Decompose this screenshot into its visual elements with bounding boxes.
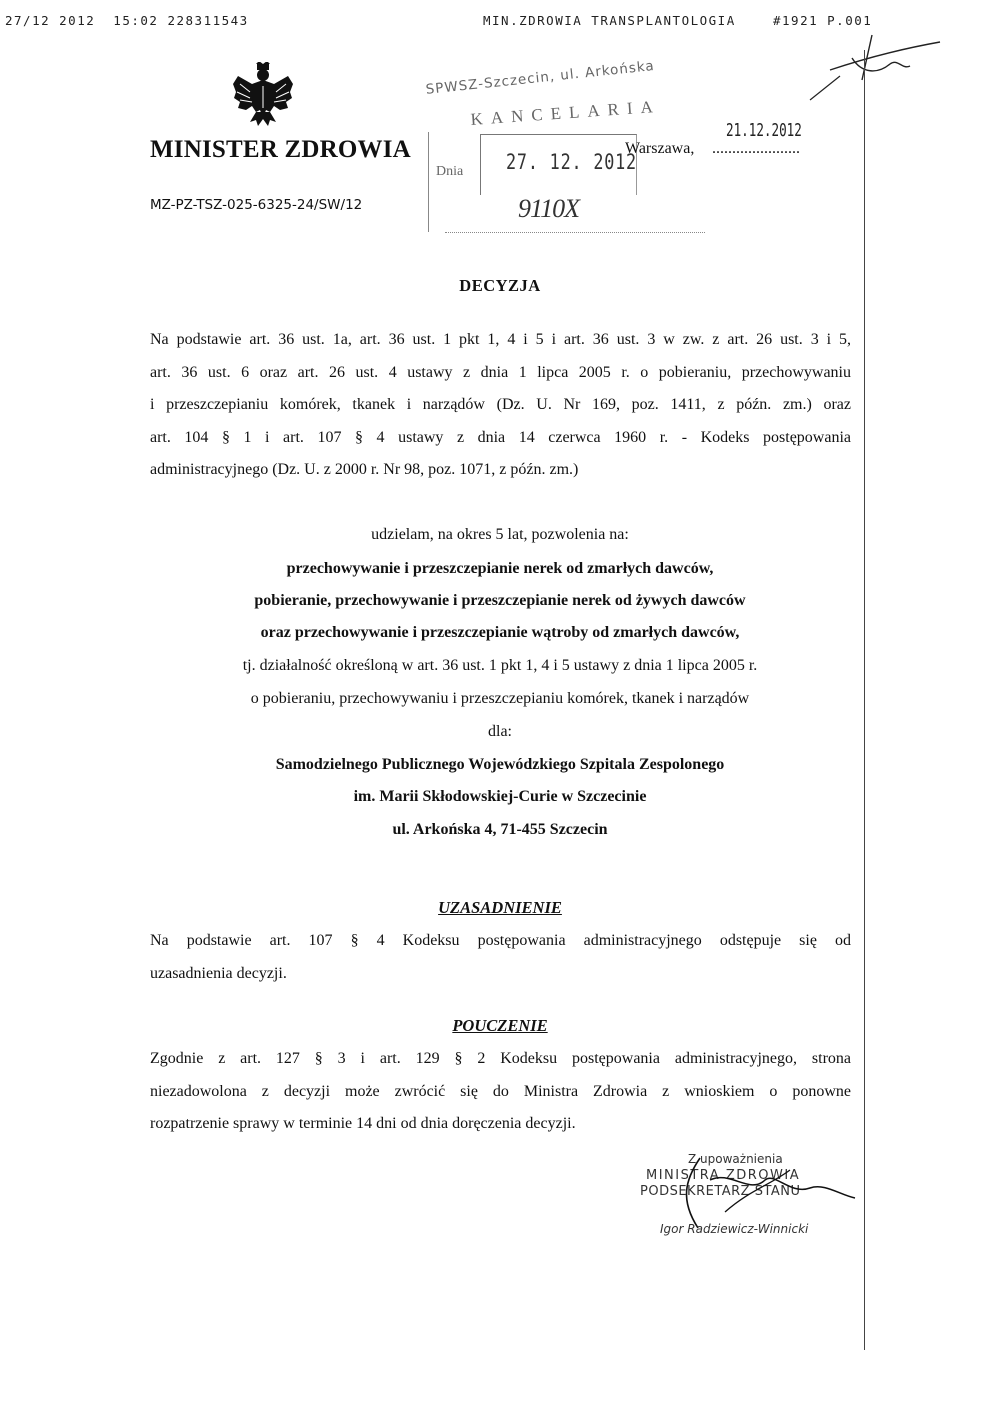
decision-for-label: dla: bbox=[488, 723, 512, 740]
reference-number: MZ-PZ-TSZ-025-6325-24/SW/12 bbox=[150, 197, 363, 213]
margin-line bbox=[864, 50, 865, 1350]
legal-basis-line: Na podstawie art. 36 ust. 1a, art. 36 ust. 1 pkt 1, 4 i 5 i art. 36 ust. 3 w zw. z art. 26 ust. 3 i 5, bbox=[150, 331, 851, 348]
legal-basis bbox=[150, 324, 851, 487]
decision-intro: udzielam, na okres 5 lat, pozwolenia na: bbox=[371, 526, 629, 543]
legal-basis-line: art. 104 § 1 i art. 107 § 4 ustawy z dnia 14 czerwca 1960 r. - Kodeks postępowania bbox=[150, 428, 851, 446]
decision-activity: przechowywanie i przeszczepianie nerek od zmarłych dawców, bbox=[286, 560, 714, 577]
eagle-emblem-icon bbox=[232, 62, 294, 128]
decision-activity: pobieranie, przechowywanie i przeszczepianie nerek od żywych dawców bbox=[254, 592, 746, 609]
stamp-institution: SPWSZ-Szczecin, ul. Arkońska bbox=[425, 57, 656, 98]
justification-line: Na podstawie art. 107 § 4 Kodeksu postępowania administracyjnego odstępuje się od bbox=[150, 932, 851, 949]
ministry-name: MINISTER ZDROWIA bbox=[150, 136, 411, 163]
stamp-received-date: 27. 12. 2012 bbox=[506, 150, 637, 174]
justification-text bbox=[150, 925, 851, 990]
stamp-bottom-line bbox=[445, 232, 705, 233]
fax-datetime: 27/12 2012 15:02 228311543 bbox=[5, 13, 249, 28]
document-title: DECYZJA bbox=[459, 276, 541, 295]
stamp-handwritten-number: 9110X bbox=[518, 194, 579, 223]
place-city: Warszawa, bbox=[625, 140, 695, 157]
fax-page: #1921 P.001 bbox=[773, 13, 873, 28]
decision-scope: tj. działalność określoną w art. 36 ust. 1 pkt 1, 4 i 5 ustawy z dnia 1 lipca 2005 r. bbox=[242, 657, 758, 674]
instruction-line: niezadowolona z decyzji może zwrócić się do Ministra Zdrowia z wnioskiem o ponowne bbox=[150, 1082, 851, 1100]
decision-activity: oraz przechowywanie i przeszczepianie wątroby od zmarłych dawców, bbox=[260, 624, 740, 641]
place-date-stamp: 21.12.2012 bbox=[726, 120, 802, 141]
stamp-registry: KANCELARIA bbox=[470, 96, 662, 129]
instruction-heading: POUCZENIE bbox=[452, 1016, 548, 1035]
legal-basis-line: administracyjnego (Dz. U. z 2000 r. Nr 98, poz. 1071, z późn. zm.) bbox=[150, 461, 579, 478]
justification-heading: UZASADNIENIE bbox=[438, 898, 562, 917]
place-date-dots: ...................... bbox=[712, 140, 800, 157]
stamp-left-border bbox=[428, 132, 429, 232]
recipient-line: Samodzielnego Publicznego Wojewódzkiego Szpitala Zespolonego bbox=[275, 756, 725, 773]
instruction-line: rozpatrzenie sprawy w terminie 14 dni od dnia doręczenia decyzji. bbox=[150, 1115, 576, 1132]
signature-ministry: MINISTRA ZDROWIA bbox=[646, 1168, 801, 1183]
signature-position: PODSEKRETARZ STANU bbox=[640, 1184, 801, 1199]
decision-scope: o pobieraniu, przechowywaniu i przeszczepianiu komórek, tkanek i narządów bbox=[250, 690, 750, 707]
signatory-name: Igor Radziewicz-Winnicki bbox=[660, 1222, 809, 1236]
instruction-line: Zgodnie z art. 127 § 3 i art. 129 § 2 Kodeksu postępowania administracyjnego, strona bbox=[150, 1050, 851, 1067]
legal-basis-line: i przeszczepianiu komórek, tkanek i narządów (Dz. U. Nr 169, poz. 1411, z późn. zm.) oraz bbox=[150, 396, 851, 413]
handwritten-initials bbox=[800, 30, 950, 105]
signature-authorization: Z upoważnienia bbox=[688, 1152, 783, 1166]
stamp-dnia-label: Dnia bbox=[436, 164, 464, 179]
instruction-text bbox=[150, 1043, 851, 1141]
legal-basis-line: art. 36 ust. 6 oraz art. 26 ust. 4 ustawy z dnia 1 lipca 2005 r. o pobieraniu, przechowywaniu bbox=[150, 363, 851, 381]
fax-sender: MIN.ZDROWIA TRANSPLANTOLOGIA bbox=[483, 13, 736, 28]
justification-line: uzasadnienia decyzji. bbox=[150, 964, 287, 982]
recipient-line: ul. Arkońska 4, 71-455 Szczecin bbox=[392, 821, 608, 838]
recipient-line: im. Marii Skłodowskiej-Curie w Szczecinie bbox=[353, 788, 647, 805]
